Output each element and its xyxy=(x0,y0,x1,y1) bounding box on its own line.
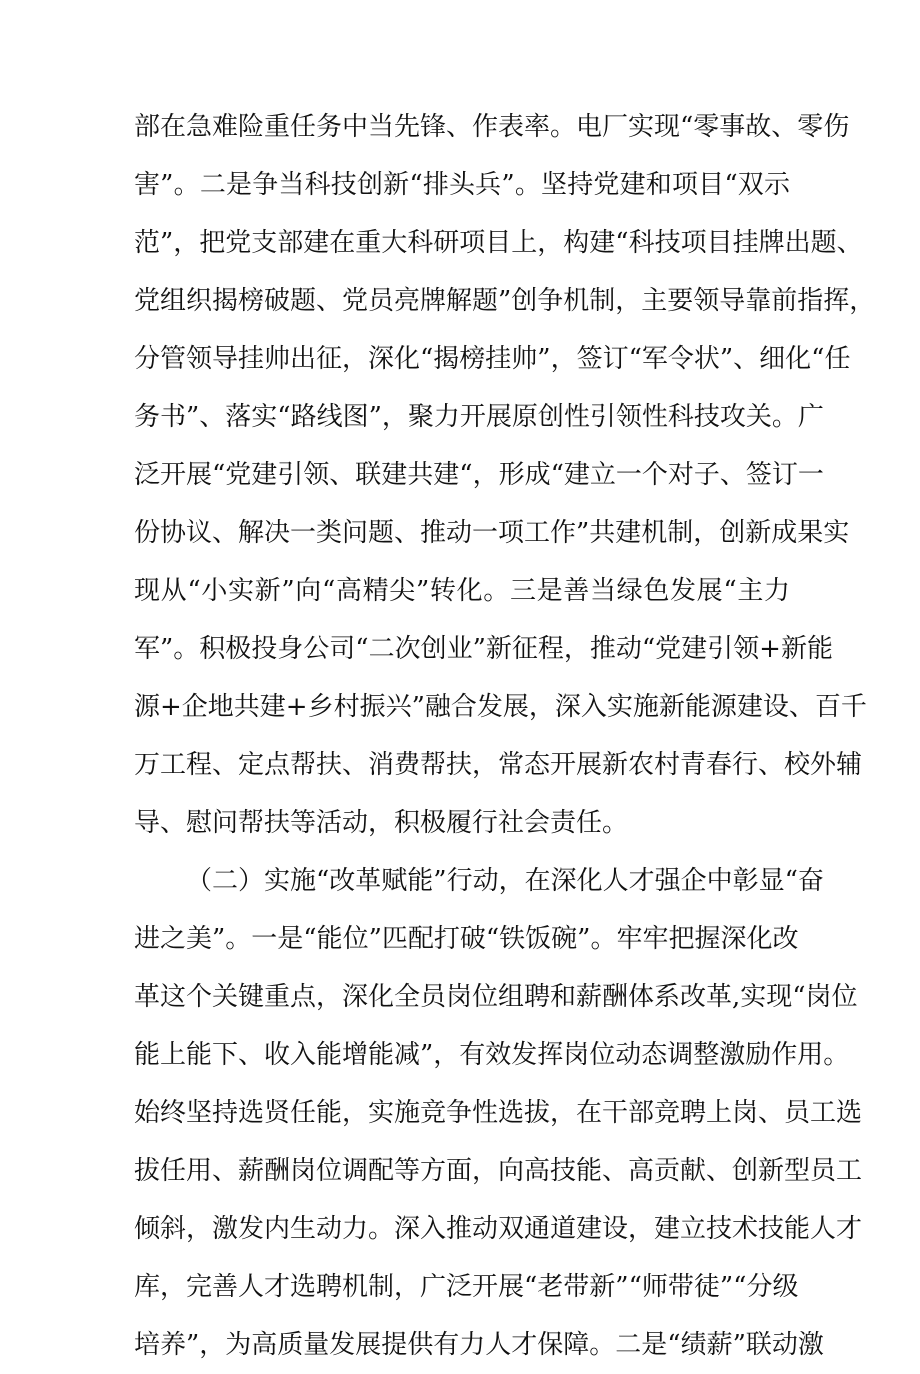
paragraph-1-line-4: 党组织揭榜破题、党员亮牌解题”创争机制，主要领导靠前指挥， xyxy=(134,286,876,316)
paragraph-1-line-13: 导、慰问帮扶等活动，积极履行社会责任。 xyxy=(134,808,629,838)
paragraph-2-line-4: 能上能下、收入能增能减”，有效发挥岗位动态调整激励作用。 xyxy=(134,1040,850,1070)
paragraph-2-line-2: 进之美”。一是“能位”匹配打破“铁饭碗”。牢牢把握深化改 xyxy=(134,924,799,954)
paragraph-1-line-10: 军”。积极投身公司“二次创业”新征程，推动“党建引领+新能 xyxy=(134,634,833,664)
paragraph-2-line-1: （二）实施“改革赋能”行动，在深化人才强企中彰显“奋 xyxy=(186,866,824,896)
paragraph-2-line-7: 倾斜，激发内生动力。深入推动双通道建设，建立技术技能人才 xyxy=(134,1214,863,1244)
paragraph-2-line-3: 革这个关键重点，深化全员岗位组聘和薪酬体系改革,实现“岗位 xyxy=(134,982,858,1012)
paragraph-1-line-6: 务书”、落实“路线图”，聚力开展原创性引领性科技攻关。广 xyxy=(134,402,824,432)
paragraph-1-line-2: 害”。二是争当科技创新“排头兵”。坚持党建和项目“双示 xyxy=(134,170,790,200)
paragraph-2-line-5: 始终坚持选贤任能，实施竞争性选拔，在干部竞聘上岗、员工选 xyxy=(134,1098,863,1128)
paragraph-1-line-12: 万工程、定点帮扶、消费帮扶，常态开展新农村青春行、校外辅 xyxy=(134,750,863,780)
paragraph-2 xyxy=(134,852,863,1374)
paragraph-2-line-8: 库，完善人才选聘机制，广泛开展“老带新”“师带徒”“分级 xyxy=(134,1272,799,1302)
paragraph-1-line-1: 部在急难险重任务中当先锋、作表率。电厂实现“零事故、零伤 xyxy=(134,112,850,142)
paragraph-1-line-5: 分管领导挂帅出征，深化“揭榜挂帅”，签订“军令状”、细化“任 xyxy=(134,344,851,374)
paragraph-1 xyxy=(134,98,876,852)
paragraph-2-line-9: 培养”，为高质量发展提供有力人才保障。二是“绩薪”联动激 xyxy=(134,1330,824,1360)
paragraph-1-line-9: 现从“小实新”向“高精尖”转化。三是善当绿色发展“主力 xyxy=(134,576,790,606)
paragraph-1-line-11: 源+企地共建+乡村振兴”融合发展，深入实施新能源建设、百千 xyxy=(134,692,867,722)
paragraph-2-line-6: 拔任用、薪酬岗位调配等方面，向高技能、高贡献、创新型员工 xyxy=(134,1156,863,1186)
document-body xyxy=(134,98,876,1374)
paragraph-1-line-3: 范”，把党支部建在重大科研项目上，构建“科技项目挂牌出题、 xyxy=(134,228,863,258)
paragraph-1-line-8: 份协议、解决一类问题、推动一项工作”共建机制，创新成果实 xyxy=(134,518,850,548)
paragraph-1-line-7: 泛开展“党建引领、联建共建“，形成“建立一个对子、签订一 xyxy=(134,460,824,490)
